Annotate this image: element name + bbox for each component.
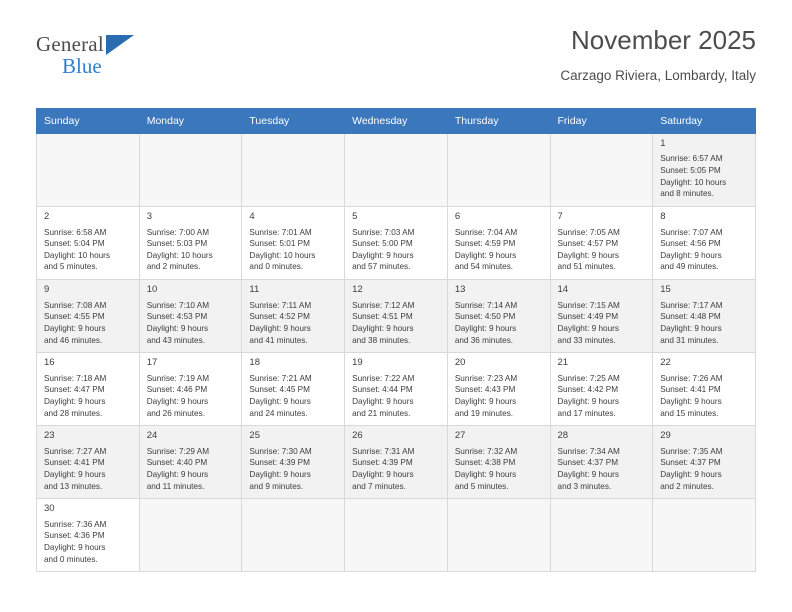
calendar-cell-day-24[interactable] bbox=[139, 426, 242, 499]
calendar-cell-empty bbox=[550, 134, 653, 207]
day-info-line: and 17 minutes. bbox=[557, 408, 616, 418]
day-info-line: and 31 minutes. bbox=[660, 335, 719, 345]
day-info-line: Sunrise: 7:36 AM bbox=[44, 519, 107, 529]
day-info-line: and 38 minutes. bbox=[352, 335, 411, 345]
calendar-body bbox=[37, 134, 756, 572]
day-number: 28 bbox=[557, 430, 569, 442]
calendar-week-row bbox=[37, 353, 756, 426]
calendar-cell-empty bbox=[653, 499, 756, 572]
calendar-cell-empty bbox=[345, 134, 448, 207]
logo-text-general: General bbox=[36, 32, 104, 56]
day-info-line: Sunrise: 6:57 AM bbox=[660, 154, 723, 164]
day-info-line: Sunset: 5:00 PM bbox=[352, 239, 413, 249]
day-info-line: and 49 minutes. bbox=[660, 262, 719, 272]
day-info-line: Sunset: 4:47 PM bbox=[44, 385, 105, 395]
day-info-line: Sunrise: 6:58 AM bbox=[44, 227, 107, 237]
day-number: 1 bbox=[660, 138, 666, 149]
calendar-cell-day-28[interactable] bbox=[550, 426, 653, 499]
day-info-line: Sunset: 4:39 PM bbox=[249, 458, 310, 468]
logo-top-row bbox=[36, 34, 134, 55]
calendar-cell-day-16[interactable] bbox=[37, 353, 140, 426]
calendar-cell-day-21[interactable] bbox=[550, 353, 653, 426]
day-number: 14 bbox=[557, 284, 569, 296]
day-info-line: Sunset: 4:36 PM bbox=[44, 531, 105, 541]
day-number: 17 bbox=[146, 357, 158, 369]
day-info-line: Sunrise: 7:00 AM bbox=[146, 227, 210, 237]
calendar-cell-day-18[interactable] bbox=[242, 353, 345, 426]
logo bbox=[36, 26, 134, 77]
day-info-line: Daylight: 9 hours bbox=[44, 396, 106, 406]
calendar-cell-day-26[interactable] bbox=[345, 426, 448, 499]
day-info-line: Daylight: 9 hours bbox=[352, 323, 414, 333]
calendar-cell-day-5[interactable] bbox=[345, 207, 448, 280]
calendar-cell-empty bbox=[242, 134, 345, 207]
day-info-line: and 33 minutes. bbox=[557, 335, 616, 345]
day-info-line: Sunset: 4:55 PM bbox=[44, 312, 105, 322]
day-number: 19 bbox=[352, 357, 363, 369]
calendar-cell-day-23[interactable] bbox=[37, 426, 140, 499]
day-info-line: and 0 minutes. bbox=[249, 262, 304, 272]
day-info-line: and 36 minutes. bbox=[454, 335, 514, 345]
calendar-cell-day-17[interactable] bbox=[139, 353, 242, 426]
calendar-cell-day-3[interactable] bbox=[139, 207, 242, 280]
day-info-line: Daylight: 9 hours bbox=[660, 469, 722, 479]
day-number: 21 bbox=[557, 357, 569, 369]
day-info-line: Daylight: 9 hours bbox=[249, 469, 311, 479]
day-info-line: Sunrise: 7:25 AM bbox=[557, 373, 620, 383]
day-info-line: Daylight: 9 hours bbox=[146, 323, 209, 333]
day-info-line: and 8 minutes. bbox=[660, 189, 714, 199]
calendar-week-row bbox=[37, 426, 756, 499]
day-info-line: and 9 minutes. bbox=[249, 481, 304, 491]
logo-text-blue: Blue bbox=[62, 54, 102, 78]
day-info-line: Sunset: 4:42 PM bbox=[557, 385, 619, 395]
calendar-week-row bbox=[37, 207, 756, 280]
day-info-line: Sunset: 4:38 PM bbox=[454, 458, 516, 468]
day-number: 11 bbox=[249, 284, 260, 296]
day-info-line: Sunset: 4:45 PM bbox=[249, 385, 310, 395]
day-info-line: Sunrise: 7:10 AM bbox=[146, 300, 210, 310]
day-info-line: Sunset: 5:05 PM bbox=[660, 166, 721, 176]
day-info-line: Daylight: 9 hours bbox=[660, 396, 722, 406]
day-number: 23 bbox=[44, 430, 55, 442]
day-info-line: Sunrise: 7:31 AM bbox=[352, 446, 415, 456]
day-info-line: Sunrise: 7:19 AM bbox=[146, 373, 210, 383]
day-number: 27 bbox=[454, 430, 466, 442]
calendar-cell-day-12[interactable] bbox=[345, 280, 448, 353]
day-info-line: Sunset: 4:40 PM bbox=[146, 458, 208, 468]
day-info-line: Sunset: 4:41 PM bbox=[44, 458, 105, 468]
day-number: 25 bbox=[249, 430, 260, 442]
day-info-line: Sunset: 4:59 PM bbox=[454, 239, 516, 249]
calendar-cell-day-7[interactable] bbox=[550, 207, 653, 280]
day-info-line: Sunset: 4:51 PM bbox=[352, 312, 413, 322]
weekday-header-saturday: Saturday bbox=[653, 109, 756, 134]
day-info-line: Daylight: 9 hours bbox=[454, 469, 517, 479]
day-info-line: and 13 minutes. bbox=[44, 481, 103, 491]
day-info-line: and 57 minutes. bbox=[352, 262, 411, 272]
calendar-cell-day-25[interactable] bbox=[242, 426, 345, 499]
calendar-cell-day-13[interactable] bbox=[447, 280, 550, 353]
page-header bbox=[36, 26, 756, 96]
weekday-header-friday: Friday bbox=[550, 109, 653, 134]
calendar-cell-day-30[interactable] bbox=[37, 499, 140, 572]
weekday-header-sunday: Sunday bbox=[37, 109, 140, 134]
day-info-line: Sunset: 4:50 PM bbox=[454, 312, 516, 322]
day-info-line: and 2 minutes. bbox=[660, 481, 714, 491]
day-info-line: Daylight: 9 hours bbox=[454, 396, 517, 406]
day-info-line: Sunset: 4:48 PM bbox=[660, 312, 721, 322]
day-info-line: Sunrise: 7:21 AM bbox=[249, 373, 312, 383]
day-info-line: Daylight: 9 hours bbox=[352, 250, 414, 260]
calendar-cell-empty bbox=[37, 134, 140, 207]
day-info-line: Sunrise: 7:34 AM bbox=[557, 446, 620, 456]
day-info-line: Daylight: 9 hours bbox=[454, 250, 517, 260]
day-info-line: and 21 minutes. bbox=[352, 408, 411, 418]
weekday-header-row bbox=[37, 109, 756, 134]
day-number: 3 bbox=[146, 211, 152, 223]
day-info-line: Sunrise: 7:03 AM bbox=[352, 227, 415, 237]
day-info-line: Daylight: 10 hours bbox=[660, 177, 727, 187]
calendar-cell-day-10[interactable] bbox=[139, 280, 242, 353]
day-number: 2 bbox=[44, 211, 50, 223]
day-number: 9 bbox=[44, 284, 50, 296]
day-number: 13 bbox=[454, 284, 466, 296]
day-number: 16 bbox=[44, 357, 55, 369]
day-number: 4 bbox=[249, 211, 255, 223]
day-info-line: and 5 minutes. bbox=[44, 262, 98, 272]
calendar-cell-empty bbox=[139, 134, 242, 207]
day-info-line: Daylight: 9 hours bbox=[557, 323, 619, 333]
day-info-line: Daylight: 10 hours bbox=[44, 250, 110, 260]
day-number: 22 bbox=[660, 357, 671, 369]
calendar-cell-empty bbox=[242, 499, 345, 572]
day-info-line: and 28 minutes. bbox=[44, 408, 103, 418]
calendar-cell-day-20[interactable] bbox=[447, 353, 550, 426]
day-info-line: Daylight: 9 hours bbox=[557, 469, 619, 479]
day-info-line: Sunrise: 7:05 AM bbox=[557, 227, 620, 237]
day-number: 26 bbox=[352, 430, 363, 442]
day-info-line: and 41 minutes. bbox=[249, 335, 308, 345]
day-info-line: and 0 minutes. bbox=[44, 554, 98, 564]
day-info-line: Sunset: 4:43 PM bbox=[454, 385, 516, 395]
page-title: November 2025 bbox=[571, 25, 756, 55]
day-number: 20 bbox=[454, 357, 466, 369]
day-info-line: Sunrise: 7:32 AM bbox=[454, 446, 518, 456]
day-info-line: Daylight: 9 hours bbox=[352, 469, 414, 479]
day-info-line: Daylight: 9 hours bbox=[557, 250, 619, 260]
day-info-line: Sunset: 4:44 PM bbox=[352, 385, 413, 395]
day-info-line: and 54 minutes. bbox=[454, 262, 514, 272]
weekday-header-tuesday: Tuesday bbox=[242, 109, 345, 134]
day-number: 8 bbox=[660, 211, 666, 223]
day-info-line: Sunrise: 7:30 AM bbox=[249, 446, 312, 456]
day-info-line: Daylight: 9 hours bbox=[660, 323, 722, 333]
day-info-line: Daylight: 9 hours bbox=[454, 323, 517, 333]
day-info-line: Sunset: 4:41 PM bbox=[660, 385, 721, 395]
day-info-line: and 15 minutes. bbox=[660, 408, 719, 418]
day-info-line: Sunset: 4:56 PM bbox=[660, 239, 721, 249]
calendar-week-row bbox=[37, 280, 756, 353]
day-info-line: Daylight: 9 hours bbox=[557, 396, 619, 406]
day-info-line: Daylight: 10 hours bbox=[249, 250, 316, 260]
day-info-line: Sunrise: 7:23 AM bbox=[454, 373, 518, 383]
calendar-week-row bbox=[37, 134, 756, 207]
calendar-cell-day-4[interactable] bbox=[242, 207, 345, 280]
day-info-line: Sunrise: 7:08 AM bbox=[44, 300, 107, 310]
page-subtitle: Carzago Riviera, Lombardy, Italy bbox=[560, 67, 756, 83]
day-info-line: Sunset: 4:46 PM bbox=[146, 385, 208, 395]
day-info-line: Daylight: 9 hours bbox=[44, 469, 106, 479]
calendar-cell-day-8[interactable] bbox=[653, 207, 756, 280]
day-info-line: Sunrise: 7:29 AM bbox=[146, 446, 210, 456]
day-info-line: Daylight: 9 hours bbox=[352, 396, 414, 406]
day-info-line: and 19 minutes. bbox=[454, 408, 514, 418]
day-number: 24 bbox=[146, 430, 158, 442]
day-info-line: and 51 minutes. bbox=[557, 262, 616, 272]
day-info-line: Sunrise: 7:17 AM bbox=[660, 300, 723, 310]
day-info-line: Sunrise: 7:35 AM bbox=[660, 446, 723, 456]
day-info-line: Sunrise: 7:26 AM bbox=[660, 373, 723, 383]
day-info-line: and 46 minutes. bbox=[44, 335, 103, 345]
day-number: 10 bbox=[146, 284, 158, 296]
day-info-line: Sunset: 4:57 PM bbox=[557, 239, 619, 249]
calendar-cell-empty bbox=[345, 499, 448, 572]
day-info-line: Sunrise: 7:04 AM bbox=[454, 227, 518, 237]
day-info-line: Daylight: 9 hours bbox=[660, 250, 722, 260]
day-info-line: Daylight: 9 hours bbox=[249, 323, 311, 333]
calendar-cell-day-22[interactable] bbox=[653, 353, 756, 426]
day-info-line: Sunset: 4:39 PM bbox=[352, 458, 413, 468]
day-info-line: and 26 minutes. bbox=[146, 408, 205, 418]
calendar-cell-empty bbox=[139, 499, 242, 572]
calendar-cell-day-2[interactable] bbox=[37, 207, 140, 280]
day-info-line: Sunset: 4:49 PM bbox=[557, 312, 619, 322]
day-info-line: and 5 minutes. bbox=[454, 481, 509, 491]
day-info-line: Sunset: 5:04 PM bbox=[44, 239, 105, 249]
title-block bbox=[560, 26, 756, 83]
day-info-line: Sunrise: 7:15 AM bbox=[557, 300, 620, 310]
day-info-line: Sunrise: 7:12 AM bbox=[352, 300, 415, 310]
day-number: 6 bbox=[454, 211, 461, 223]
day-info-line: Daylight: 9 hours bbox=[146, 469, 209, 479]
day-number: 5 bbox=[352, 211, 358, 223]
day-number: 18 bbox=[249, 357, 260, 369]
day-info-line: Sunrise: 7:01 AM bbox=[249, 227, 312, 237]
day-info-line: Sunrise: 7:11 AM bbox=[249, 300, 312, 310]
day-info-line: Sunrise: 7:18 AM bbox=[44, 373, 107, 383]
day-info-line: Daylight: 10 hours bbox=[146, 250, 213, 260]
day-info-line: and 7 minutes. bbox=[352, 481, 406, 491]
calendar-cell-day-29[interactable] bbox=[653, 426, 756, 499]
day-info-line: Sunset: 4:37 PM bbox=[557, 458, 619, 468]
weekday-header-thursday: Thursday bbox=[447, 109, 550, 134]
calendar-cell-day-11[interactable] bbox=[242, 280, 345, 353]
calendar-table bbox=[36, 108, 756, 572]
day-info-line: Sunset: 5:03 PM bbox=[146, 239, 208, 249]
day-info-line: Daylight: 9 hours bbox=[44, 543, 106, 552]
calendar-cell-day-19[interactable] bbox=[345, 353, 448, 426]
day-number: 7 bbox=[557, 211, 563, 223]
day-number: 29 bbox=[660, 430, 671, 442]
day-info-line: and 11 minutes. bbox=[146, 481, 205, 491]
day-info-line: Sunrise: 7:22 AM bbox=[352, 373, 415, 383]
day-info-line: Sunrise: 7:27 AM bbox=[44, 446, 107, 456]
day-info-line: and 43 minutes. bbox=[146, 335, 205, 345]
calendar-cell-day-6[interactable] bbox=[447, 207, 550, 280]
day-info-line: Sunrise: 7:14 AM bbox=[454, 300, 518, 310]
calendar-week-row bbox=[37, 499, 756, 572]
day-info-line: Sunrise: 7:07 AM bbox=[660, 227, 723, 237]
day-number: 30 bbox=[44, 503, 55, 515]
calendar-cell-empty bbox=[447, 499, 550, 572]
weekday-header-monday: Monday bbox=[139, 109, 242, 134]
calendar-cell-day-27[interactable] bbox=[447, 426, 550, 499]
day-info-line: and 2 minutes. bbox=[146, 262, 201, 272]
calendar-cell-day-15[interactable] bbox=[653, 280, 756, 353]
day-info-line: Sunset: 4:37 PM bbox=[660, 458, 721, 468]
calendar-cell-empty bbox=[550, 499, 653, 572]
day-info-line: and 24 minutes. bbox=[249, 408, 308, 418]
day-info-line: Sunset: 5:01 PM bbox=[249, 239, 310, 249]
day-info-line: Sunset: 4:52 PM bbox=[249, 312, 310, 322]
calendar-cell-empty bbox=[447, 134, 550, 207]
day-number: 12 bbox=[352, 284, 363, 296]
day-info-line: Daylight: 9 hours bbox=[44, 323, 106, 333]
calendar-cell-day-14[interactable] bbox=[550, 280, 653, 353]
day-info-line: Daylight: 9 hours bbox=[146, 396, 209, 406]
day-info-line: and 3 minutes. bbox=[557, 481, 612, 491]
day-info-line: Daylight: 9 hours bbox=[249, 396, 311, 406]
flag-icon bbox=[106, 35, 134, 55]
weekday-header-wednesday: Wednesday bbox=[345, 109, 448, 134]
calendar-cell-day-9[interactable] bbox=[37, 280, 140, 353]
day-info-line: Sunset: 4:53 PM bbox=[146, 312, 208, 322]
calendar-cell-day-1[interactable] bbox=[653, 134, 756, 207]
day-number: 15 bbox=[660, 284, 671, 296]
